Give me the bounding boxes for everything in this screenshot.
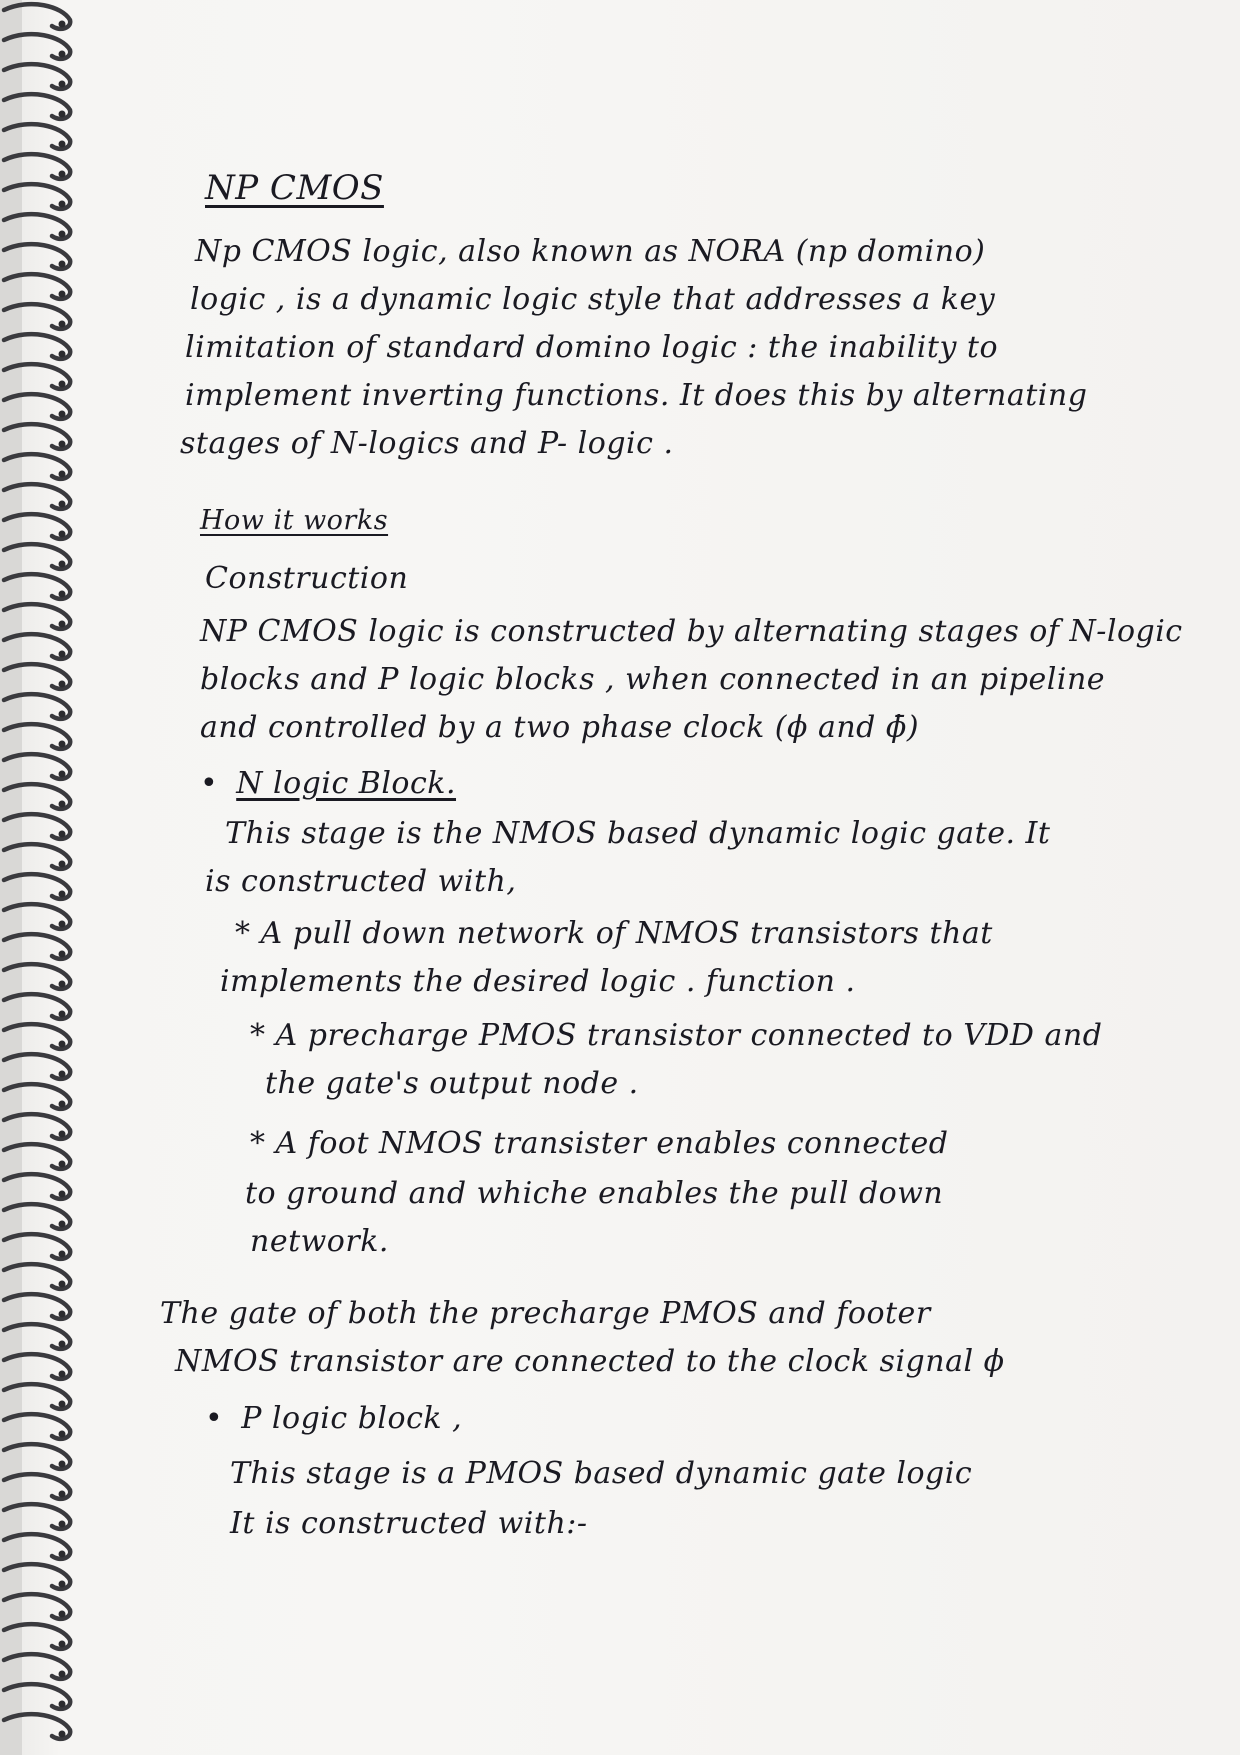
n-block-item-line: to ground and whiche enables the pull down [245, 1176, 944, 1211]
gate-note-line: The gate of both the precharge PMOS and footer [160, 1296, 931, 1331]
n-logic-block-heading [200, 760, 456, 808]
handwritten-notes [150, 160, 1210, 1720]
intro-line: limitation of standard domino logic : the inability to [185, 330, 999, 365]
spiral-binding-icon [0, 0, 100, 1755]
intro-line: Np CMOS logic, also known as NORA (np domino) [195, 234, 986, 269]
n-block-item-line: implements the desired logic . function . [220, 964, 856, 999]
p-block-line: This stage is a PMOS based dynamic gate logic [230, 1456, 973, 1491]
bullet-icon: • [205, 1401, 224, 1436]
p-logic-block-heading [205, 1395, 462, 1443]
n-block-line: This stage is the NMOS based dynamic logic gate. It [225, 816, 1051, 851]
n-block-item-line: * A foot NMOS transister enables connected [250, 1126, 949, 1161]
n-block-item-line: * A pull down network of NMOS transistors that [235, 916, 993, 951]
construction-line: NP CMOS logic is constructed by alternating stages of N-logic [200, 614, 1183, 649]
construction-line: and controlled by a two phase clock (ϕ and ϕ̄) [200, 710, 920, 745]
n-logic-block-label: N logic Block. [236, 766, 457, 801]
bullet-icon: • [200, 766, 219, 801]
page-title: NP CMOS [205, 168, 384, 208]
p-logic-block-label: P logic block , [241, 1401, 463, 1436]
n-block-item-line: * A precharge PMOS transistor connected to VDD and [250, 1018, 1103, 1053]
gate-note-line: NMOS transistor are connected to the clock signal ϕ [175, 1344, 1005, 1379]
intro-line: implement inverting functions. It does this by alternating [185, 378, 1088, 413]
n-block-item-line: network. [250, 1224, 389, 1259]
intro-line: stages of N-logics and P- logic . [180, 426, 674, 461]
construction-heading: Construction [205, 561, 409, 596]
n-block-line: is constructed with, [205, 864, 517, 899]
p-block-line: It is constructed with:- [230, 1506, 588, 1541]
how-it-works-heading: How it works [200, 505, 389, 536]
n-block-item-line: the gate's output node . [265, 1066, 639, 1101]
intro-line: logic , is a dynamic logic style that addresses a key [190, 282, 996, 317]
construction-line: blocks and P logic blocks , when connected in an pipeline [200, 662, 1106, 697]
